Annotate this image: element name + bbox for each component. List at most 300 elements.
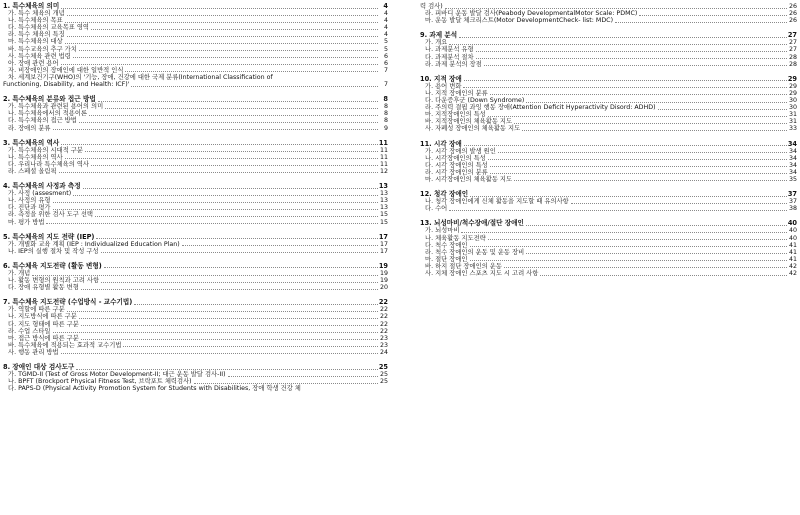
page-number: 7 <box>383 66 388 74</box>
toc-entry[interactable] <box>420 61 797 68</box>
toc-entry-text: 가. TGMD-II (Test of Gross Motor Development-II; 대근 운동 발달 검사-II) <box>8 371 226 379</box>
dot-leader <box>65 158 378 159</box>
dot-leader <box>488 239 787 240</box>
dot-leader <box>61 64 378 65</box>
dot-leader <box>101 252 378 253</box>
toc-entry-text: 나. 체육활동 지도전략 <box>425 234 486 242</box>
page-number: 29 <box>787 74 797 83</box>
section-heading-text: 4. 특수체육의 사정과 측정 <box>3 182 81 191</box>
dot-leader <box>53 129 378 130</box>
toc-entry-text: 다. 장애 유형별 활동 변형 <box>8 284 79 292</box>
toc-entry[interactable] <box>3 321 388 328</box>
toc-section <box>3 3 388 88</box>
toc-entry-text: 가. 특수체육의 시대적 구분 <box>8 146 83 154</box>
page-number: 4 <box>383 31 388 39</box>
page-number: 15 <box>379 211 388 219</box>
toc-entry-text: 바. 특수체육에 적용되는 효과적 교수기법 <box>8 341 122 349</box>
page-number: 40 <box>788 234 797 242</box>
toc-entry-text: 가. 특수체육과 관련된 용어의 의미 <box>8 103 104 111</box>
page-number: 19 <box>379 270 388 277</box>
page-number: 7 <box>383 81 388 89</box>
toc-entry-text: 라. 과제 분석의 장점 <box>425 60 482 68</box>
page-number: 22 <box>379 320 388 328</box>
toc-section <box>3 299 388 356</box>
page-number: 34 <box>787 139 797 148</box>
toc-entry-text: 다. 다운증후군 (Down Syndrome) <box>425 97 525 105</box>
dot-leader <box>67 311 378 312</box>
toc-entry-wrapped[interactable]: 차. 세계보건기구(WHO)의 '기능, 장애, 건강에 대한 국제 분류(International Classification of <box>8 73 273 81</box>
page-number: 41 <box>788 248 797 256</box>
toc-entry-text: 다. 특수체육의 교육목표 영역 <box>8 24 89 32</box>
toc-entry[interactable] <box>3 248 388 255</box>
page-number: 37 <box>788 198 797 206</box>
toc-entry[interactable] <box>420 83 797 90</box>
page-number: 42 <box>788 270 797 277</box>
dot-leader <box>53 209 378 210</box>
dot-leader <box>83 188 378 189</box>
toc-entry-text: 다. 시각 장애인의 특성 <box>425 161 488 169</box>
toc-entry-text: 아. 장애 관련 용어 <box>8 59 59 67</box>
dot-leader <box>73 57 378 58</box>
dot-leader <box>46 223 378 224</box>
dot-leader <box>526 225 787 226</box>
page-number: 26 <box>788 17 797 25</box>
page-number: 8 <box>383 95 388 104</box>
dot-leader <box>470 246 787 247</box>
dot-leader <box>470 196 787 197</box>
page-number: 29 <box>788 82 797 90</box>
dot-leader <box>615 22 787 23</box>
page-number: 17 <box>379 247 388 255</box>
dot-leader <box>540 275 787 276</box>
toc-entry-text: 가. 개념 <box>8 270 31 277</box>
page-number: 8 <box>383 110 388 118</box>
toc-entry[interactable] <box>3 60 388 67</box>
dot-leader <box>526 102 787 103</box>
section-heading[interactable] <box>420 220 797 227</box>
page-number: 37 <box>787 190 797 199</box>
dot-leader <box>228 376 378 377</box>
toc-entry[interactable] <box>3 38 388 45</box>
toc-section <box>3 263 388 291</box>
toc-entry-text: 사. 특수체육 관련 법령 <box>8 52 71 60</box>
dot-leader <box>194 383 378 384</box>
dot-leader <box>65 43 378 44</box>
dot-leader <box>571 203 787 204</box>
page-number: 24 <box>379 348 388 356</box>
toc-entry[interactable] <box>3 53 388 60</box>
toc-entry-text: 마. 운동 발달 체크리스트(Motor DevelopmentCheck- list: MDC) <box>425 17 614 25</box>
dot-leader <box>79 122 378 123</box>
toc-entry-text: 나. 지적 장애인의 분류 <box>425 89 488 97</box>
toc-entry-text: 다. 과제분석 절차 <box>425 53 474 61</box>
section-heading-text: 2. 특수체육의 분류와 접근 방법 <box>3 95 96 104</box>
dot-leader <box>32 275 378 276</box>
page-number: 4 <box>383 2 388 10</box>
page-number: 11 <box>379 146 388 154</box>
dot-leader <box>61 353 378 354</box>
toc-entry-text: 라. 특수 체육의 특징 <box>8 31 65 39</box>
dot-leader <box>61 144 378 145</box>
dot-leader <box>470 260 787 261</box>
page-number: 5 <box>383 45 388 53</box>
dot-leader <box>182 245 378 246</box>
toc-entry-text: 사. 자폐성 장애인의 체육활동 지도 <box>425 125 521 133</box>
toc-section <box>3 364 388 392</box>
page-number: 9 <box>383 124 388 132</box>
toc-entry[interactable] <box>3 197 388 204</box>
toc-entry-text: 마. 시각장애인의 체육활동 지도 <box>425 175 513 183</box>
toc-entry-text: 마. 절단 장애인 <box>425 255 468 263</box>
toc-entry-text: 가. 시각 장애의 발생 원인 <box>425 147 496 155</box>
toc-right-column <box>420 3 797 285</box>
page-number: 26 <box>788 3 797 10</box>
toc-entry[interactable] <box>420 256 797 263</box>
toc-entry[interactable] <box>3 328 388 335</box>
toc-section <box>3 234 388 255</box>
dot-leader <box>104 267 378 268</box>
dot-leader <box>504 267 787 268</box>
dot-leader <box>95 216 378 217</box>
dot-leader <box>53 202 378 203</box>
dot-leader <box>514 180 787 181</box>
section-heading-text: 11. 시각 장애 <box>420 139 462 148</box>
page-number: 13 <box>379 204 388 212</box>
toc-entry-text: 나. 청각 장애인에게 신체 활동을 지도할 때 유의사항 <box>425 198 569 206</box>
dot-leader <box>461 232 787 233</box>
toc-entry-continues[interactable]: 다. PAPS-D (Physical Activity Promotion System for Students with Disabilities, 장애 학생 건강 체 <box>8 385 301 393</box>
toc-entry[interactable] <box>420 176 797 183</box>
page-number: 12 <box>379 167 388 175</box>
toc-entry[interactable] <box>3 335 388 342</box>
dot-leader <box>81 325 378 326</box>
toc-section <box>420 76 797 133</box>
dot-leader <box>522 130 787 131</box>
dot-leader <box>488 116 787 117</box>
toc-entry[interactable] <box>420 263 797 270</box>
toc-entry[interactable] <box>3 125 388 132</box>
dot-leader <box>498 152 787 153</box>
toc-entry[interactable] <box>420 125 797 132</box>
toc-entry-text: 다. 지도 형태에 따른 구분 <box>8 320 79 328</box>
toc-entry-text: 다. 진단과 평가 <box>8 204 51 212</box>
section-heading-text: 13. 뇌성마비/척수장애/절단 장애인 <box>420 219 524 228</box>
toc-section <box>420 32 797 67</box>
page-number: 28 <box>788 53 797 61</box>
continued-entry-text: 력 검사) <box>420 3 443 10</box>
toc-entry-text: 나. 사정의 유형 <box>8 197 51 205</box>
toc-entry-text: 나. 지도방식에 따른 구분 <box>8 313 77 321</box>
toc-entry-text: 마. 접근 방식에 따른 구분 <box>8 334 79 342</box>
dot-leader <box>96 238 377 239</box>
dot-leader <box>488 159 787 160</box>
toc-entry[interactable] <box>420 162 797 169</box>
section-heading-text: 10. 지적 장애 <box>420 74 462 83</box>
toc-entry[interactable] <box>3 46 388 53</box>
dot-leader <box>514 123 787 124</box>
toc-entry-text: 라. 시각 장애인의 분류 <box>425 168 488 176</box>
toc-entry-text: 바. 하지 절단 장애인의 운동 <box>425 262 502 270</box>
toc-entry[interactable] <box>420 148 797 155</box>
page-number: 26 <box>788 10 797 18</box>
section-heading[interactable] <box>3 234 388 241</box>
dot-leader <box>59 172 378 173</box>
section-heading-text: 5. 특수체육의 지도 전략 (IEP) <box>3 232 95 241</box>
section-heading-text: 9. 과제 분석 <box>420 31 458 40</box>
page-number: 8 <box>383 117 388 125</box>
page-number: 34 <box>788 161 797 169</box>
dot-leader <box>658 109 787 110</box>
toc-entry-text: 가. 역할에 따른 구분 <box>8 306 65 314</box>
toc-entry[interactable] <box>3 219 388 226</box>
toc-entry-text: 나. 시각장애인의 특성 <box>425 154 486 162</box>
dot-leader <box>131 86 378 87</box>
dot-leader <box>490 94 787 95</box>
toc-entry[interactable] <box>3 349 388 356</box>
page-number: 42 <box>788 262 797 270</box>
dot-leader <box>464 145 787 146</box>
dot-leader <box>81 339 378 340</box>
page-number: 17 <box>379 240 388 248</box>
toc-entry[interactable] <box>420 169 797 176</box>
toc-entry[interactable] <box>420 46 797 53</box>
dot-leader <box>484 65 787 66</box>
section-heading[interactable] <box>420 141 797 148</box>
dot-leader <box>98 101 378 102</box>
page-number: 30 <box>788 104 797 112</box>
toc-entry-text: 마. 평가 방법 <box>8 218 45 226</box>
page-number: 4 <box>383 10 388 18</box>
page-number: 11 <box>378 138 388 147</box>
toc-entry[interactable] <box>3 67 388 74</box>
page-number: 4 <box>383 24 388 32</box>
section-heading[interactable] <box>420 32 797 39</box>
dot-leader <box>449 210 787 211</box>
page-number: 22 <box>379 306 388 314</box>
toc-entry[interactable] <box>420 90 797 97</box>
section-heading-text: 3. 특수체육의 역사 <box>3 138 60 147</box>
page-number: 40 <box>787 219 797 228</box>
page-number: 6 <box>383 59 388 67</box>
page-number: 15 <box>379 218 388 226</box>
toc-section <box>3 183 388 226</box>
dot-leader <box>76 369 378 370</box>
toc-section <box>420 191 797 212</box>
dot-leader <box>91 165 378 166</box>
toc-entry-text: 라. 척수 장애인의 운동 및 운동 장비 <box>425 248 525 256</box>
toc-entry[interactable] <box>420 39 797 46</box>
page-number: 22 <box>379 327 388 335</box>
toc-entry-text: 라. 스페셜 올림픽 <box>8 167 57 175</box>
page-number: 22 <box>379 313 388 321</box>
dot-leader <box>639 15 787 16</box>
toc-entry[interactable] <box>420 235 797 242</box>
dot-leader <box>65 22 378 23</box>
toc-entry-text: 다. 특수체육의 접근 방법 <box>8 117 77 125</box>
page-number: 8 <box>383 103 388 111</box>
toc-entry-text: 라. 피바디 운동 발달 검사(Peabody DevelopmentalMotor Scale: PDMC) <box>425 10 638 18</box>
dot-leader <box>79 50 378 51</box>
toc-entry[interactable] <box>420 198 797 205</box>
toc-entry[interactable] <box>420 17 797 24</box>
page-number: 5 <box>383 38 388 46</box>
page-number: 34 <box>788 168 797 176</box>
toc-entry-text: 마. 지적장애인의 특성 <box>425 111 486 119</box>
page-number: 34 <box>788 154 797 162</box>
toc-left-column <box>3 3 388 400</box>
page-number: 35 <box>788 175 797 183</box>
page-number: 6 <box>383 52 388 60</box>
section-heading-text: 6. 특수체육 지도전략 (활동 변형) <box>3 261 102 270</box>
dot-leader <box>67 36 378 37</box>
section-heading[interactable] <box>420 76 797 83</box>
dot-leader <box>79 318 378 319</box>
toc-entry-text: 나. IEP의 실행 절차 및 작성 구성 <box>8 247 99 255</box>
toc-entry[interactable] <box>3 284 388 291</box>
toc-entry[interactable] <box>3 241 388 248</box>
page-number: 31 <box>788 111 797 119</box>
toc-entry[interactable] <box>3 211 388 218</box>
toc-entry-text: 가. 사정 (assesment) <box>8 190 72 198</box>
page-number: 25 <box>379 378 388 386</box>
page-number: 27 <box>788 39 797 47</box>
page-number: 19 <box>379 277 388 285</box>
toc-entry-text: 다. 우리나라 특수체육의 역사 <box>8 160 89 168</box>
toc-entry[interactable] <box>3 168 388 175</box>
section-heading-text: 7. 특수체육 지도전략 (수업방식 - 교수기법) <box>3 298 133 307</box>
page-number: 13 <box>379 190 388 198</box>
toc-entry[interactable] <box>3 190 388 197</box>
toc-entry-text: 나. BPFT (Brockport Physical Fitness Test, 브락포트 체력검사) <box>8 378 192 386</box>
toc-entry-text: 사. 행동 관리 방법 <box>8 348 59 356</box>
toc-entry-text: 라. 측정을 위한 검사 도구 선택 <box>8 211 94 219</box>
page-number: 17 <box>378 232 388 241</box>
toc-entry-text: 나. 특수체육에서의 적용이론 <box>8 110 87 118</box>
toc-entry-text: 마. 특수체육의 대상 <box>8 38 63 46</box>
dot-leader <box>85 151 378 152</box>
section-heading-text: 12. 청각 장애인 <box>420 190 469 199</box>
toc-entry[interactable] <box>420 242 797 249</box>
page-number: 23 <box>379 334 388 342</box>
toc-entry-text: 사. 지체 장애인 스포츠 지도 시 고려 사항 <box>425 270 539 277</box>
section-heading-text: 8. 장애인 대상 검사도구 <box>3 363 75 372</box>
dot-leader <box>463 87 787 88</box>
dot-leader <box>67 15 378 16</box>
dot-leader <box>490 166 787 167</box>
page-number: 29 <box>788 89 797 97</box>
toc-entry[interactable] <box>3 342 388 349</box>
toc-entry[interactable] <box>3 161 388 168</box>
toc-section <box>420 3 797 24</box>
toc-entry-text: 라. 장애의 분류 <box>8 124 51 132</box>
toc-entry[interactable] <box>3 147 388 154</box>
toc-section <box>3 96 388 131</box>
page-number: 23 <box>379 341 388 349</box>
page-number: 11 <box>379 160 388 168</box>
page-number: 41 <box>788 255 797 263</box>
page-number: 33 <box>788 125 797 133</box>
toc-entry[interactable] <box>420 205 797 212</box>
page-number: 13 <box>378 182 388 191</box>
dot-leader <box>490 173 787 174</box>
page-number: 28 <box>788 60 797 68</box>
page-number: 13 <box>379 197 388 205</box>
toc-section <box>3 140 388 175</box>
page-number: 25 <box>379 371 388 379</box>
toc-entry-wrapped-cont[interactable] <box>3 81 388 88</box>
toc-entry-text: 나. 특수체육의 목표 <box>8 17 63 25</box>
dot-leader <box>101 282 378 283</box>
toc-entry-wrapped-cont-text: Functioning, Disability, and Health: ICF)' <box>3 81 130 89</box>
section-heading[interactable] <box>3 140 388 147</box>
toc-entry[interactable] <box>3 117 388 124</box>
toc-entry-text: 라. 주의력 결핍 과잉 행동 장애(Attention Deficit Hyperactivity Disord: ADHD) <box>425 104 656 112</box>
section-heading[interactable] <box>3 263 388 270</box>
toc-entry[interactable] <box>420 155 797 162</box>
section-heading-text: 1. 특수체육의 의미 <box>3 2 60 10</box>
toc-entry-text: 다. 수어 <box>425 205 448 213</box>
page-number: 31 <box>788 118 797 126</box>
page-number: 27 <box>787 31 797 40</box>
dot-leader <box>61 8 378 9</box>
toc-entry[interactable] <box>420 54 797 61</box>
dot-leader <box>123 346 378 347</box>
page-number: 27 <box>788 46 797 54</box>
toc-entry-text: 가. 뇌성마비 <box>425 227 460 235</box>
dot-leader <box>105 108 378 109</box>
dot-leader <box>526 253 787 254</box>
dot-leader <box>53 332 378 333</box>
toc-entry[interactable] <box>420 227 797 234</box>
page-number: 4 <box>383 17 388 25</box>
toc-entry-text: 라. 수업 스타일 <box>8 327 51 335</box>
page-number: 40 <box>788 227 797 235</box>
dot-leader <box>476 51 787 52</box>
toc-entry-text: 가. 특수 체육의 개념 <box>8 10 65 18</box>
page-number: 34 <box>788 147 797 155</box>
toc-entry-text: 가. 개별화 교육 계획 (IEP : Individualized Education Plan) <box>8 240 180 248</box>
toc-entry-text: 나. 활동 변형의 원칙과 고려 사항 <box>8 277 100 285</box>
page-number: 19 <box>378 261 388 270</box>
toc-entry-text: 가. 개요 <box>425 39 448 47</box>
page-number: 41 <box>788 241 797 249</box>
toc-section <box>420 220 797 277</box>
page-number: 38 <box>788 205 797 213</box>
dot-leader <box>449 44 787 45</box>
dot-leader <box>464 80 787 81</box>
toc-entry[interactable] <box>3 154 388 161</box>
page-number: 22 <box>378 298 388 307</box>
toc-entry[interactable] <box>420 249 797 256</box>
page-number: 20 <box>379 284 388 292</box>
toc-entry-text: 다. 척수 장애인 <box>425 241 468 249</box>
dot-leader <box>459 37 787 38</box>
toc-entry[interactable] <box>420 270 797 277</box>
page-number: 30 <box>788 97 797 105</box>
toc-entry[interactable] <box>3 313 388 320</box>
dot-leader <box>125 71 378 72</box>
dot-leader <box>91 29 378 30</box>
dot-leader <box>134 304 378 305</box>
toc-entry-text: 바. 특수교육의 추구 가치 <box>8 45 77 53</box>
dot-leader <box>89 115 378 116</box>
toc-section <box>420 141 797 184</box>
dot-leader <box>73 195 378 196</box>
page-number: 25 <box>378 363 388 372</box>
toc-entry-text: 나. 과제분석 유형 <box>425 46 474 54</box>
dot-leader <box>476 58 787 59</box>
toc-entry-text: 바. 지적장애인의 체육활동 지도 <box>425 118 513 126</box>
